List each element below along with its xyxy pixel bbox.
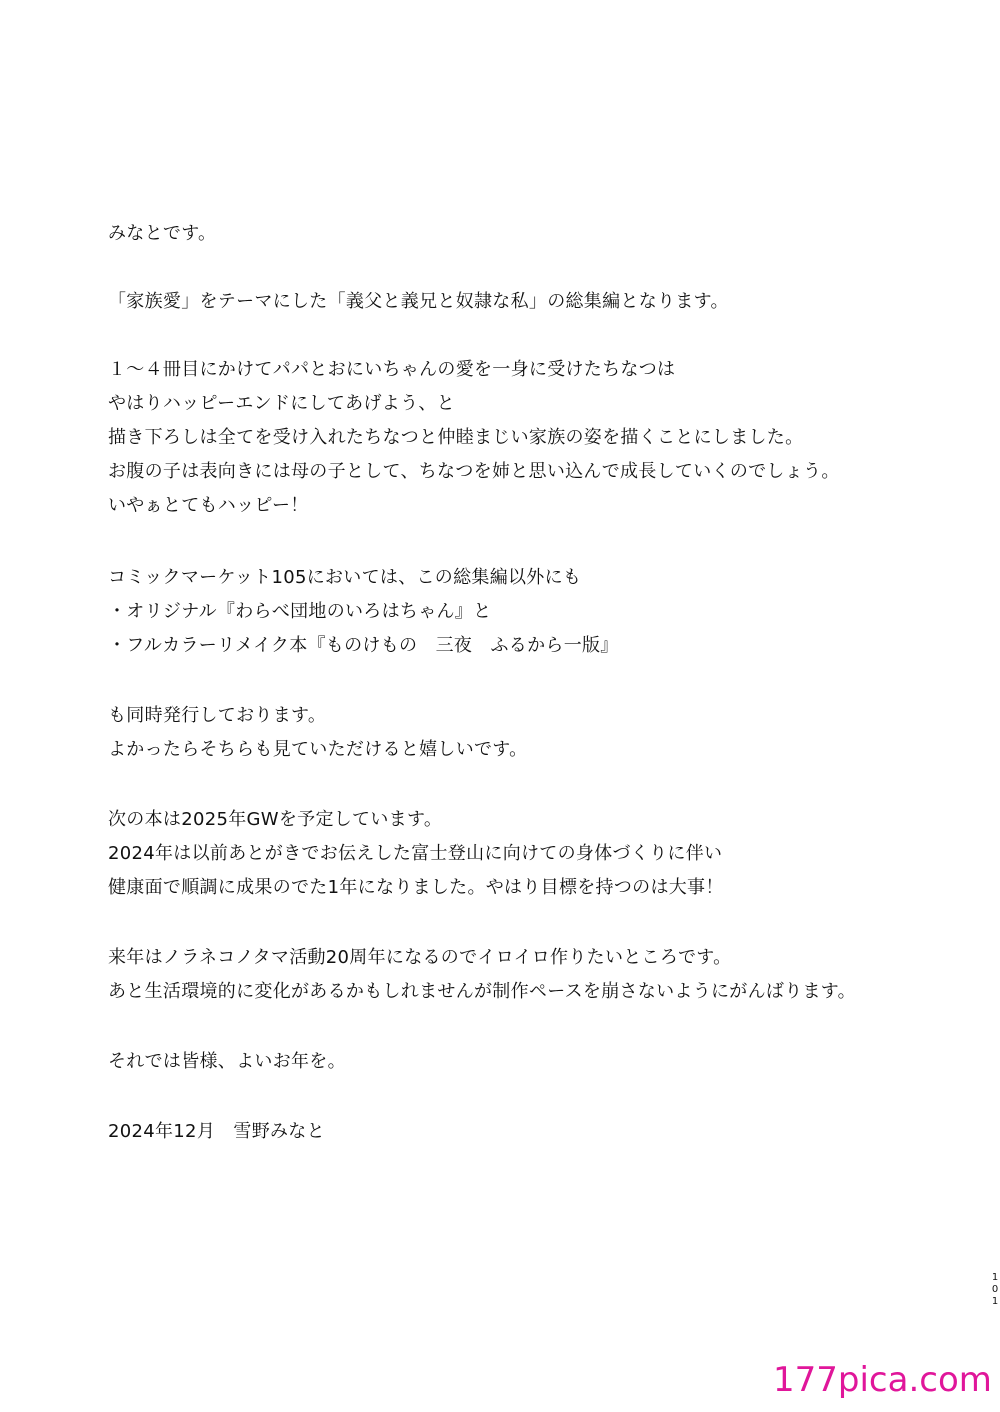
closing-line: それでは皆様、よいお年を。 [108, 1051, 346, 1072]
paragraph-line: よかったらそちらも見ていただけると嬉しいです。 [108, 739, 528, 760]
page-number [989, 1272, 1000, 1308]
site-watermark: 177pica.com [773, 1360, 992, 1400]
paragraph-line: 来年はノラネコノタマ活動20周年になるのでイロイロ作りたいところです。 [108, 947, 732, 968]
paragraph-line: も同時発行しております。 [108, 705, 327, 726]
list-item: ・フルカラーリメイク本『ものけもの 三夜 ふるから一版』 [108, 635, 619, 656]
signature-date-line: 2024年12月 雪野みなと [108, 1121, 325, 1142]
page-number-digit: 1 [991, 1272, 999, 1283]
greeting-line: みなとです。 [108, 223, 217, 244]
paragraph-line: 健康面で順調に成果のでた1年になりました。やはり目標を持つのは大事！ [108, 877, 724, 898]
paragraph-line: いやぁとてもハッピー！ [108, 495, 309, 516]
paragraph-line: お腹の子は表向きには母の子として、ちなつを姉と思い込んで成長していくのでしょう。 [108, 461, 840, 482]
paragraph-line: 2024年は以前あとがきでお伝えした富士登山に向けての身体づくりに伴い [108, 843, 723, 864]
paragraph-line: 次の本は2025年GWを予定しています。 [108, 809, 443, 830]
page-number-digit: 1 [991, 1296, 999, 1307]
paragraph-line: １～４冊目にかけてパパとおにいちゃんの愛を一身に受けたちなつは [108, 359, 676, 380]
intro-line: 「家族愛」をテーマにした「義父と義兄と奴隷な私」の総集編となります。 [108, 291, 729, 312]
paragraph-line: やはりハッピーエンドにしてあげよう、と [108, 393, 455, 414]
list-item: ・オリジナル『わらべ団地のいろはちゃん』と [108, 601, 492, 622]
paragraph-line: コミックマーケット105においては、この総集編以外にも [108, 567, 582, 588]
paragraph-line: あと生活環境的に変化があるかもしれませんが制作ペースを崩さないようにがんばります。 [108, 981, 856, 1002]
page-number-digit: 0 [991, 1284, 999, 1295]
paragraph-line: 描き下ろしは全てを受け入れたちなつと仲睦まじい家族の姿を描くことにしました。 [108, 427, 804, 448]
